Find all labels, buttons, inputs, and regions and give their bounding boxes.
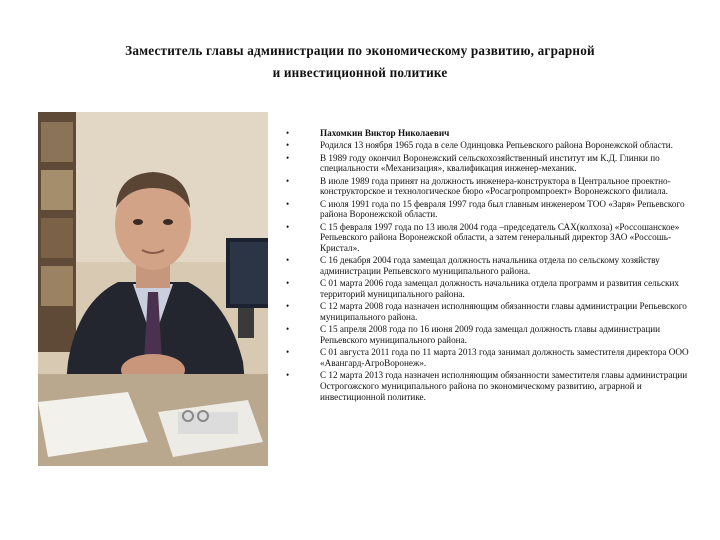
- bullet-icon: •: [286, 128, 290, 138]
- bullet-icon: •: [286, 152, 290, 163]
- bullet-icon: •: [286, 347, 290, 358]
- bullet-icon: •: [286, 221, 290, 232]
- bio-item: • С 16 декабря 2004 года замещал должность начальника отдела по сельскому хозяйству администрации Репьевского муниципального района.: [286, 255, 660, 276]
- bullet-icon: •: [286, 198, 290, 209]
- bio-item: • С июля 1991 года по 15 февраля 1997 года был главным инженером ТОО «Заря» Репьевского района Воронежской области.: [286, 198, 685, 220]
- biography-list: [282, 128, 694, 404]
- slide-title: [30, 40, 690, 84]
- bullet-icon: •: [286, 324, 290, 335]
- bullet-icon: •: [286, 255, 290, 266]
- bio-item: • С 01 марта 2006 года замещал должность начальника отдела программ и развития сельских территорий муниципального района.: [286, 278, 679, 299]
- bullet-icon: •: [286, 301, 290, 312]
- title-line-1: Заместитель главы администрации по экономическому развитию, аграрной: [125, 43, 595, 58]
- bio-item: • Родился 13 ноября 1965 года в селе Одинцовка Репьевского района Воронежской области.: [286, 140, 673, 151]
- bio-item: • С 15 апреля 2008 года по 16 июня 2009 года замещал должность главы администрации Репьевского муниципального района.: [286, 324, 661, 345]
- bio-item: • С 12 марта 2013 года назначен исполняющим обязанности заместителя главы администрации Острогожского муниципального района по экономическому развитию, аграрной и инвестиционной политике.: [286, 370, 688, 402]
- bullet-icon: •: [286, 278, 290, 289]
- portrait-photo: [38, 112, 268, 466]
- bio-item: • С 12 марта 2008 года назначен исполняющим обязанности главы администрации Репьевского муниципального района.: [286, 301, 687, 322]
- bullet-icon: •: [286, 175, 290, 186]
- bio-item: • С 01 августа 2011 года по 11 марта 2013 года занимал должность заместителя директора ООО «Авангард-АгроВоронеж».: [286, 347, 689, 368]
- title-line-2: и инвестиционной политике: [272, 65, 448, 80]
- bio-item: • В июле 1989 года принят на должность инженера-конструктора в Центральное проектно-конструкторское и технологическое бюро «Росагропромпроект» Воронежского филиала.: [286, 175, 671, 197]
- bio-item: • Пахомкин Виктор Николаевич: [286, 128, 450, 138]
- bullet-icon: •: [286, 370, 290, 381]
- bullet-icon: •: [286, 140, 290, 151]
- bio-item: • С 15 февраля 1997 года по 13 июля 2004 года –председатель САХ(колхоза) «Россошанское» Репьевского района Воронежской области, а затем генеральный директор ЗАО «Россошь-Кристал».: [286, 221, 680, 253]
- bio-item: • В 1989 году окончил Воронежский сельскохозяйственный институт им К.Д. Глинки по специальности «Механизация», квалификация инженер-механик.: [286, 152, 660, 174]
